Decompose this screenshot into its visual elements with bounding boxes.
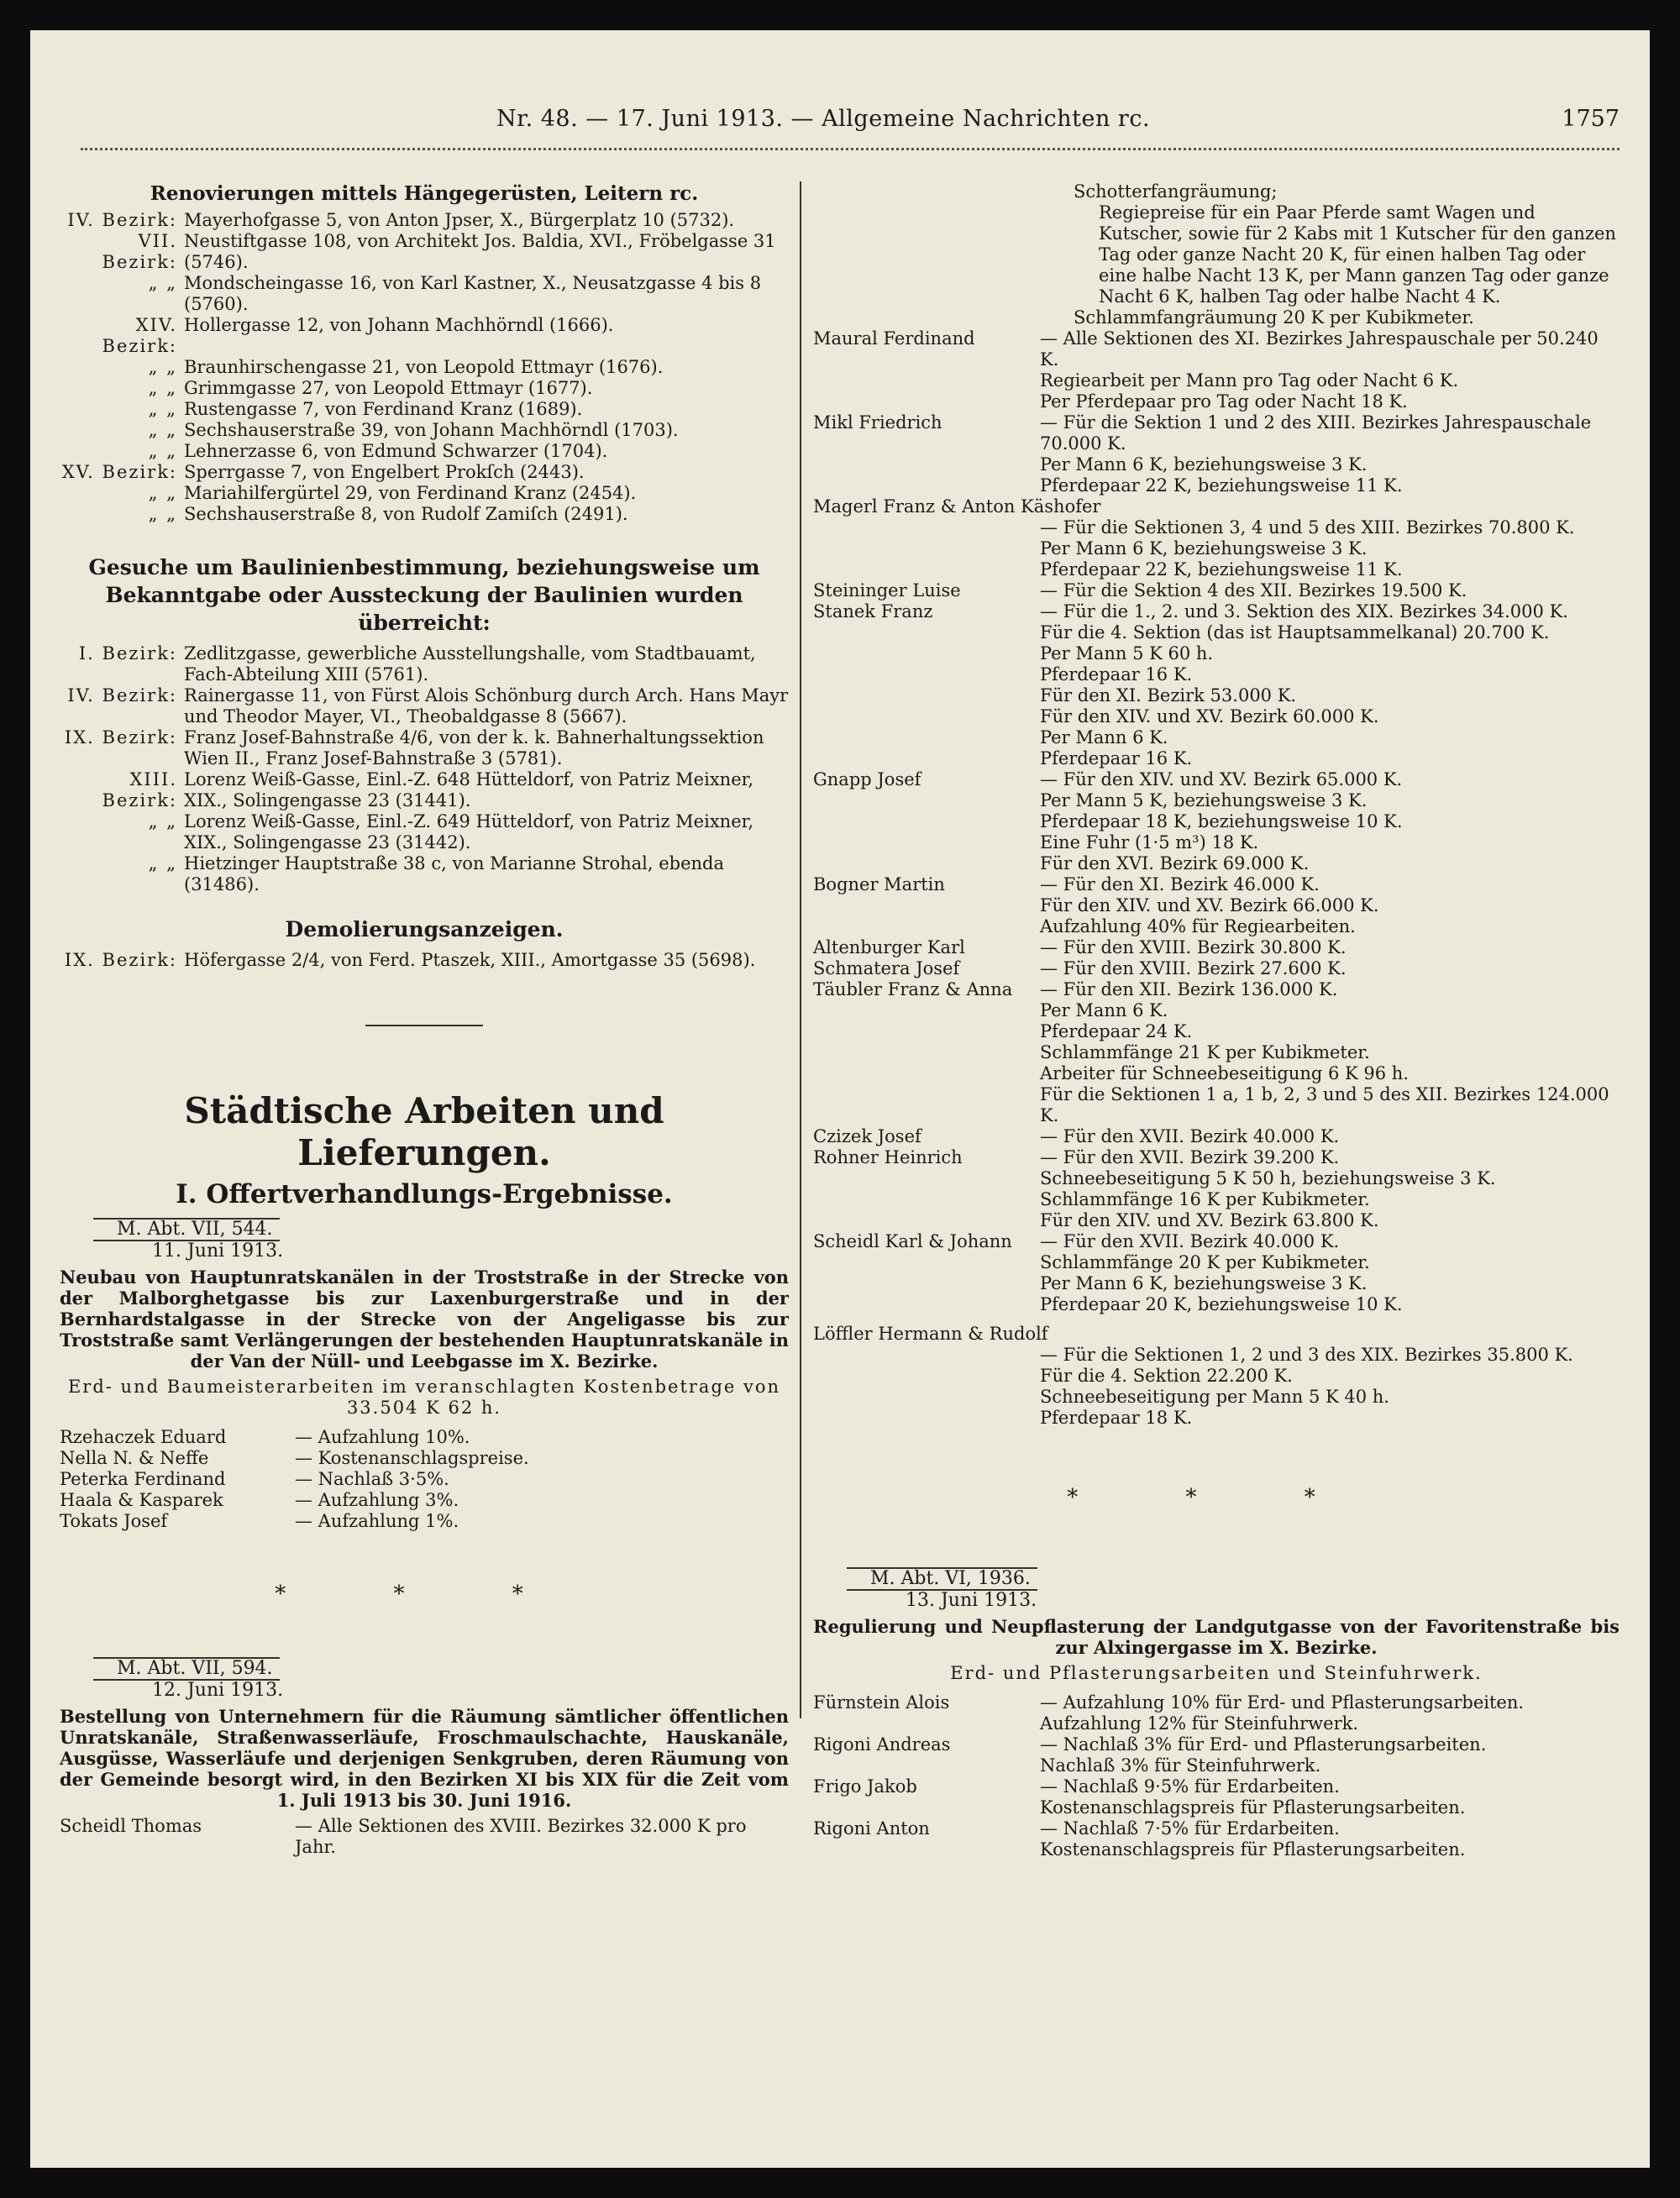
intro-block: Schotterfangräumung; Regiepreise für ein Paar Pferde samt Wagen und Kutscher, sowie für 2 Kabs mit 1 Kutscher für den ganzen Tag oder ganze Nacht 20 K, für einen halben Tag oder eine halbe Nacht 13 K, per Mann ganzen Tag oder ganze Nacht 6 K, halben Tag oder halbe Nacht 4 K. Schlammfangräumung 20 K per Kubikmeter. — [1074, 181, 1616, 328]
section-heading-baulinien: Gesuche um Baulinienbestimmung, beziehungsweise um Bekanntgabe oder Aussteckung der Baulinien wurden überreicht: — [88, 555, 760, 635]
page-header — [30, 106, 1650, 148]
tender-title: Regulierung und Neupflasterung der Landgutgasse von der Favoritenstraße bis zur Alxingergasse im X. Bezirke. — [813, 1616, 1620, 1658]
list-item: „ „ Mariahilfergürtel 29, von Ferdinand Kranz (2454). — [148, 483, 637, 503]
table-row: Haala & Kasparek — Aufzahlung 3%. — [60, 1490, 459, 1510]
table-row: Nella N. & Neffe — Kostenanschlagspreise. — [60, 1448, 529, 1468]
tender-date: 11. Juni 1913. — [152, 1241, 284, 1262]
section-heading-demolierung: Demolierungsanzeigen. — [285, 917, 564, 942]
page-number: 1757 — [1562, 106, 1620, 132]
table-row: Rigoni Anton — Nachlaß 7·5% für Erdarbeiten. Kostenanschlagspreis für Pflasterungsarbeiten. — [813, 1818, 1466, 1860]
tender-block-594 — [60, 1657, 789, 1858]
tender-date: 13. Juni 1913. — [906, 1590, 1037, 1611]
list-item: „ „ Lehnerzasse 6, von Edmund Schwarzer (1704). — [148, 441, 608, 461]
section-heading-arbeiten: Städtische Arbeiten und Lieferungen. — [184, 1090, 664, 1173]
newspaper-page — [30, 30, 1650, 2168]
list-item: IV. Bezirk: Mayerhofgasse 5, von Anton Jpser, X., Bürgerplatz 10 (5732). — [67, 210, 735, 230]
tender-block-1936 — [813, 1567, 1620, 1860]
tender-work: Erd- und Pflasterungsarbeiten und Steinfuhrwerk. — [950, 1663, 1483, 1683]
table-row: Rzehaczek Eduard — Aufzahlung 10%. — [60, 1427, 470, 1447]
header-rule — [81, 148, 1620, 150]
list-item: IX. Bezirk: Franz Josef-Bahnstraße 4/6, von der k. k. Bahnerhaltungssektion Wien II., Franz Josef-Bahnstraße 3 (5781). — [64, 727, 764, 769]
list-item: I. Bezirk: Zedlitzgasse, gewerbliche Ausstellungshalle, vom Stadtbauamt, Fach-Abteilung XIII (5761). — [78, 643, 756, 685]
list-item: „ „ Grimmgasse 27, von Leopold Ettmayr (1677). — [148, 378, 593, 398]
table-row: Bogner Martin — Für den XI. Bezirk 46.000 K. Für den XIV. und XV. Bezirk 66.000 K. Aufzahlung 40% für Regiearbeiten. — [813, 874, 1379, 936]
tender-block-544 — [60, 1218, 789, 1532]
renovierungen-list — [60, 210, 789, 525]
section-separator-stars: * * * — [275, 1582, 574, 1607]
table-row: Steininger Luise — Für die Sektion 4 des XII. Bezirkes 19.500 K. — [813, 580, 1467, 601]
table-row: Löffler Hermann & Rudolf — Für die Sektionen 1, 2 und 3 des XIX. Bezirkes 35.800 K. Für die 4. Sektion 22.200 K. Schneebeseitigung per Mann 5 K 40 h. Pferdepaar 18 K. — [813, 1324, 1573, 1428]
list-item: IV. Bezirk: Rainergasse 11, von Fürst Alois Schönburg durch Arch. Hans Mayr und Theodor Mayer, VI., Theobaldgasse 8 (5667). — [67, 685, 789, 727]
list-item: XV. Bezirk: Sperrgasse 7, von Engelbert Prokſch (2443). — [61, 462, 585, 482]
reference-number: M. Abt. VI, 1936. — [847, 1567, 1037, 1591]
tender-title: Neubau von Hauptunratskanälen in der Troststraße in der Strecke von der Malborghetgasse bis zur Laxenburgerstraße und in der Bernhardstalgasse in der Strecke von der Angeligasse bis zur Troststraße samt Verlängerungen der bestehenden Hauptunratskanäle in der Van der Nüll- und Leebgasse im X. Bezirke. — [60, 1267, 789, 1372]
table-row: Täubler Franz & Anna — Für den XII. Bezirk 136.000 K. Per Mann 6 K. Pferdepaar 24 K. Schlammfänge 21 K per Kubikmeter. Arbeiter für Schneebeseitigung 6 K 96 h. Für die Sektionen 1 a, 1 b, 2, 3 und 5 des XII. Bezirkes 124.000 K. — [813, 979, 1609, 1125]
list-item: „ „ Sechshauserstraße 8, von Rudolf Zamiſch (2491). — [148, 504, 628, 524]
table-row: Schmatera Josef — Für den XVIII. Bezirk 27.600 K. — [813, 958, 1347, 978]
table-row: Altenburger Karl — Für den XVIII. Bezirk 30.800 K. — [813, 937, 1347, 957]
list-item: XIV. Bezirk: Hollergasse 12, von Johann Machhörndl (1666). — [102, 315, 614, 356]
list-item: VII. Bezirk: Neustiftgasse 108, von Architekt Jos. Baldia, XVI., Fröbelgasse 31 (5746). — [102, 231, 776, 272]
section-heading-renovierungen: Renovierungen mittels Hängegerüsten, Leitern rc. — [150, 182, 699, 205]
list-item: IX. Bezirk: Höfergasse 2/4, von Ferd. Ptaszek, XIII., Amortgasse 35 (5698). — [64, 950, 756, 970]
table-row: Maural Ferdinand — Alle Sektionen des XI. Bezirkes Jahrespauschale per 50.240 K. Regiearbeit per Mann pro Tag oder Nacht 6 K. Per Pferdepaar pro Tag oder Nacht 18 K. — [813, 328, 1599, 412]
left-column — [60, 181, 789, 1858]
section-separator-stars: * * * — [1067, 1485, 1366, 1510]
list-item: „ „ Sechshauserstraße 39, von Johann Machhörndl (1703). — [148, 420, 679, 440]
contractor-list — [813, 328, 1620, 1429]
table-row: Gnapp Josef — Für den XIV. und XV. Bezirk 65.000 K. Per Mann 5 K, beziehungsweise 3 K. Pferdepaar 18 K, beziehungsweise 10 K. Eine Fuhr (1·5 m³) 18 K. Für den XVI. Bezirk 69.000 K. — [813, 769, 1403, 873]
table-row: Czizek Josef — Für den XVII. Bezirk 40.000 K. — [813, 1126, 1340, 1146]
list-item: „ „ Mondscheingasse 16, von Karl Kastner, X., Neusatzgasse 4 bis 8 (5760). — [148, 273, 762, 314]
baulinien-list — [60, 643, 789, 895]
table-row: Rigoni Andreas — Nachlaß 3% für Erd- und Pflasterungsarbeiten. Nachlaß 3% für Steinfuhrwerk. — [813, 1734, 1487, 1776]
table-row: Peterka Ferdinand — Nachlaß 3·5%. — [60, 1469, 449, 1489]
header-title: Nr. 48. — 17. Juni 1913. — Allgemeine Nachrichten rc. — [496, 106, 1151, 132]
table-row: Frigo Jakob — Nachlaß 9·5% für Erdarbeiten. Kostenanschlagspreis für Pflasterungsarbeiten. — [813, 1776, 1466, 1818]
table-row: Fürnstein Alois — Aufzahlung 10% für Erd- und Pflasterungsarbeiten. Aufzahlung 12% für Steinfuhrwerk. — [813, 1692, 1525, 1734]
reference-number: M. Abt. VII, 594. — [93, 1657, 280, 1681]
tender-title: Bestellung von Unternehmern für die Räumung sämtlicher öffentlichen Unratskanäle, Straßenwasserläufe, Froschmaulschachte, Hauskanäle, Ausgüsse, Wasserläufe und derjenigen Senkgruben, deren Räumung von der Gemeinde besorgt wird, in den Bezirken XI bis XIX für die Zeit vom 1. Juli 1913 bis 30. Juni 1916. — [60, 1706, 789, 1811]
list-item: XIII. Bezirk: Lorenz Weiß-Gasse, Einl.-Z. 648 Hütteldorf, von Patriz Meixner, XIX., Solingengasse 23 (31441). — [102, 769, 754, 810]
section-subheading-offert: I. Offertverhandlungs-Ergebnisse. — [176, 1179, 673, 1209]
reference-number: M. Abt. VII, 544. — [93, 1218, 280, 1241]
table-row: Scheidl Thomas — Alle Sektionen des XVIII. Bezirkes 32.000 K pro Jahr. — [60, 1816, 747, 1857]
column-divider — [800, 181, 801, 1718]
tender-date: 12. Juni 1913. — [152, 1680, 284, 1701]
table-row: Tokats Josef — Aufzahlung 1%. — [60, 1511, 459, 1531]
right-column — [813, 181, 1620, 1860]
list-item: „ „ Hietzinger Hauptstraße 38 c, von Marianne Strohal, ebenda (31486). — [148, 853, 725, 894]
list-item: „ „ Braunhirschengasse 21, von Leopold Ettmayr (1676). — [148, 357, 664, 377]
table-row: Rohner Heinrich — Für den XVII. Bezirk 39.200 K. Schneebeseitigung 5 K 50 h, beziehungsweise 3 K. Schlammfänge 16 K per Kubikmeter. Für den XIV. und XV. Bezirk 63.800 K. — [813, 1147, 1496, 1230]
tender-work: Erd- und Baumeisterarbeiten im veranschlagten Kostenbetrage von 33.504 K 62 h. — [67, 1377, 781, 1418]
table-row: Magerl Franz & Anton Käshofer — Für die Sektionen 3, 4 und 5 des XIII. Bezirkes 70.800 K. Per Mann 6 K, beziehungsweise 3 K. Pferdepaar 22 K, beziehungsweise 11 K. — [813, 496, 1575, 580]
list-item: „ „ Lorenz Weiß-Gasse, Einl.-Z. 649 Hütteldorf, von Patriz Meixner, XIX., Solingengasse 23 (31442). — [148, 811, 754, 852]
list-item: „ „ Rustengasse 7, von Ferdinand Kranz (1689). — [148, 399, 583, 419]
table-row: Stanek Franz — Für die 1., 2. und 3. Sektion des XIX. Bezirkes 34.000 K. Für die 4. Sektion (das ist Hauptsammelkanal) 20.700 K. Per Mann 5 K 60 h. Pferdepaar 16 K. Für den XI. Bezirk 53.000 K. Für den XIV. und XV. Bezirk 60.000 K. Per Mann 6 K. Pferdepaar 16 K. — [813, 601, 1568, 769]
table-row: Scheidl Karl & Johann — Für den XVII. Bezirk 40.000 K. Schlammfänge 20 K per Kubikmeter. Per Mann 6 K, beziehungsweise 3 K. Pferdepaar 20 K, beziehungsweise 10 K. — [813, 1231, 1403, 1314]
table-row: Mikl Friedrich — Für die Sektion 1 und 2 des XIII. Bezirkes Jahrespauschale 70.000 K. Per Mann 6 K, beziehungsweise 3 K. Pferdepaar 22 K, beziehungsweise 11 K. — [813, 412, 1592, 496]
